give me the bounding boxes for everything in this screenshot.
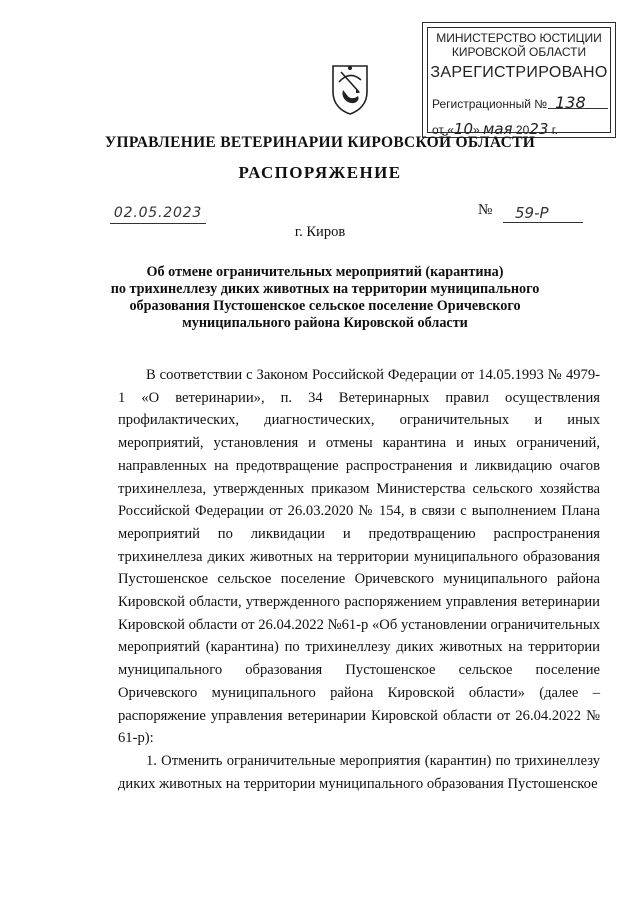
stamp-year-suffix: 23 [529,120,549,138]
stamp-ministry-line: МИНИСТЕРСТВО ЮСТИЦИИ [436,31,602,45]
stamp-reg-number-row [432,93,586,112]
number-label: № [478,202,493,218]
city: г. Киров [294,224,346,240]
stamp-reg-label: Регистрационный № [432,97,548,111]
stamp-day: 10 [453,120,474,138]
stamp-quote-close: » [473,123,480,137]
stamp-number-underline [548,108,608,109]
document-number: 59-Р [503,203,583,223]
stamp-month: мая [483,120,513,138]
stamp-date-prefix: от « [432,123,454,137]
stamp-reg-number: 138 [555,93,586,112]
stamp-inner-frame [427,27,611,138]
subject-line: муниципального района Кировской области [182,315,468,331]
stamp-region-line: КИРОВСКОЙ ОБЛАСТИ [451,45,587,59]
subject-line: по трихинеллезу диких животных на территории муниципального [110,281,540,297]
stamp-registered-text: ЗАРЕГИСТРИРОВАНО [430,64,608,81]
document-body [118,364,600,795]
coat-of-arms-icon [329,62,371,116]
item-1-paragraph: 1. Отменить ограничительные мероприятия (карантин) по трихинеллезу диких животных на территории муниципального образования Пустошенское [118,752,600,792]
registration-stamp [422,22,616,138]
document-subject [100,264,550,332]
stamp-year-prefix: 20 [515,123,530,137]
document-type: РАСПОРЯЖЕНИЕ [238,163,402,182]
organization-title: УПРАВЛЕНИЕ ВЕТЕРИНАРИИ КИРОВСКОЙ ОБЛАСТИ [104,134,536,151]
stamp-year-end: г. [551,123,558,137]
document-date: 02.05.2023 [110,203,206,224]
subject-line: Об отмене ограничительных мероприятий (карантина) [146,264,504,280]
subject-line: образования Пустошенское сельское поселение Оричевского [129,298,521,314]
preamble-paragraph: В соответствии с Законом Российской Федерации от 14.05.1993 № 4979-1 «О ветеринарии», п. 34 Ветеринарных правил осуществления профилактических, диагностических, ограничительных и иных мероприятий, установления и отмены карантина и иных ограничений, направленных на предотвращение распространения и ликвидацию очагов трихинеллеза, утвержденных приказом Министерства сельского хозяйства Российской Федерации от 26.03.2020 № 154, в связи с выполнением Плана мероприятий по ликвидации и предотвращению распространения трихинеллеза диких животных на территории муниципального образования Пустошенское сельское поселение Оричевского муниципального района Кировской области, утвержденного распоряжением управления ветеринарии Кировской области от 26.04.2022 №61-р «Об установлении ограничительных мероприятий (карантина) по трихинеллезу диких животных на территории муниципального образования Пустошенское сельское поселение Оричевского муниципального района Кировской области» (далее – распоряжение управления ветеринарии Кировской области от 26.04.2022 № 61-р): [118,367,600,747]
